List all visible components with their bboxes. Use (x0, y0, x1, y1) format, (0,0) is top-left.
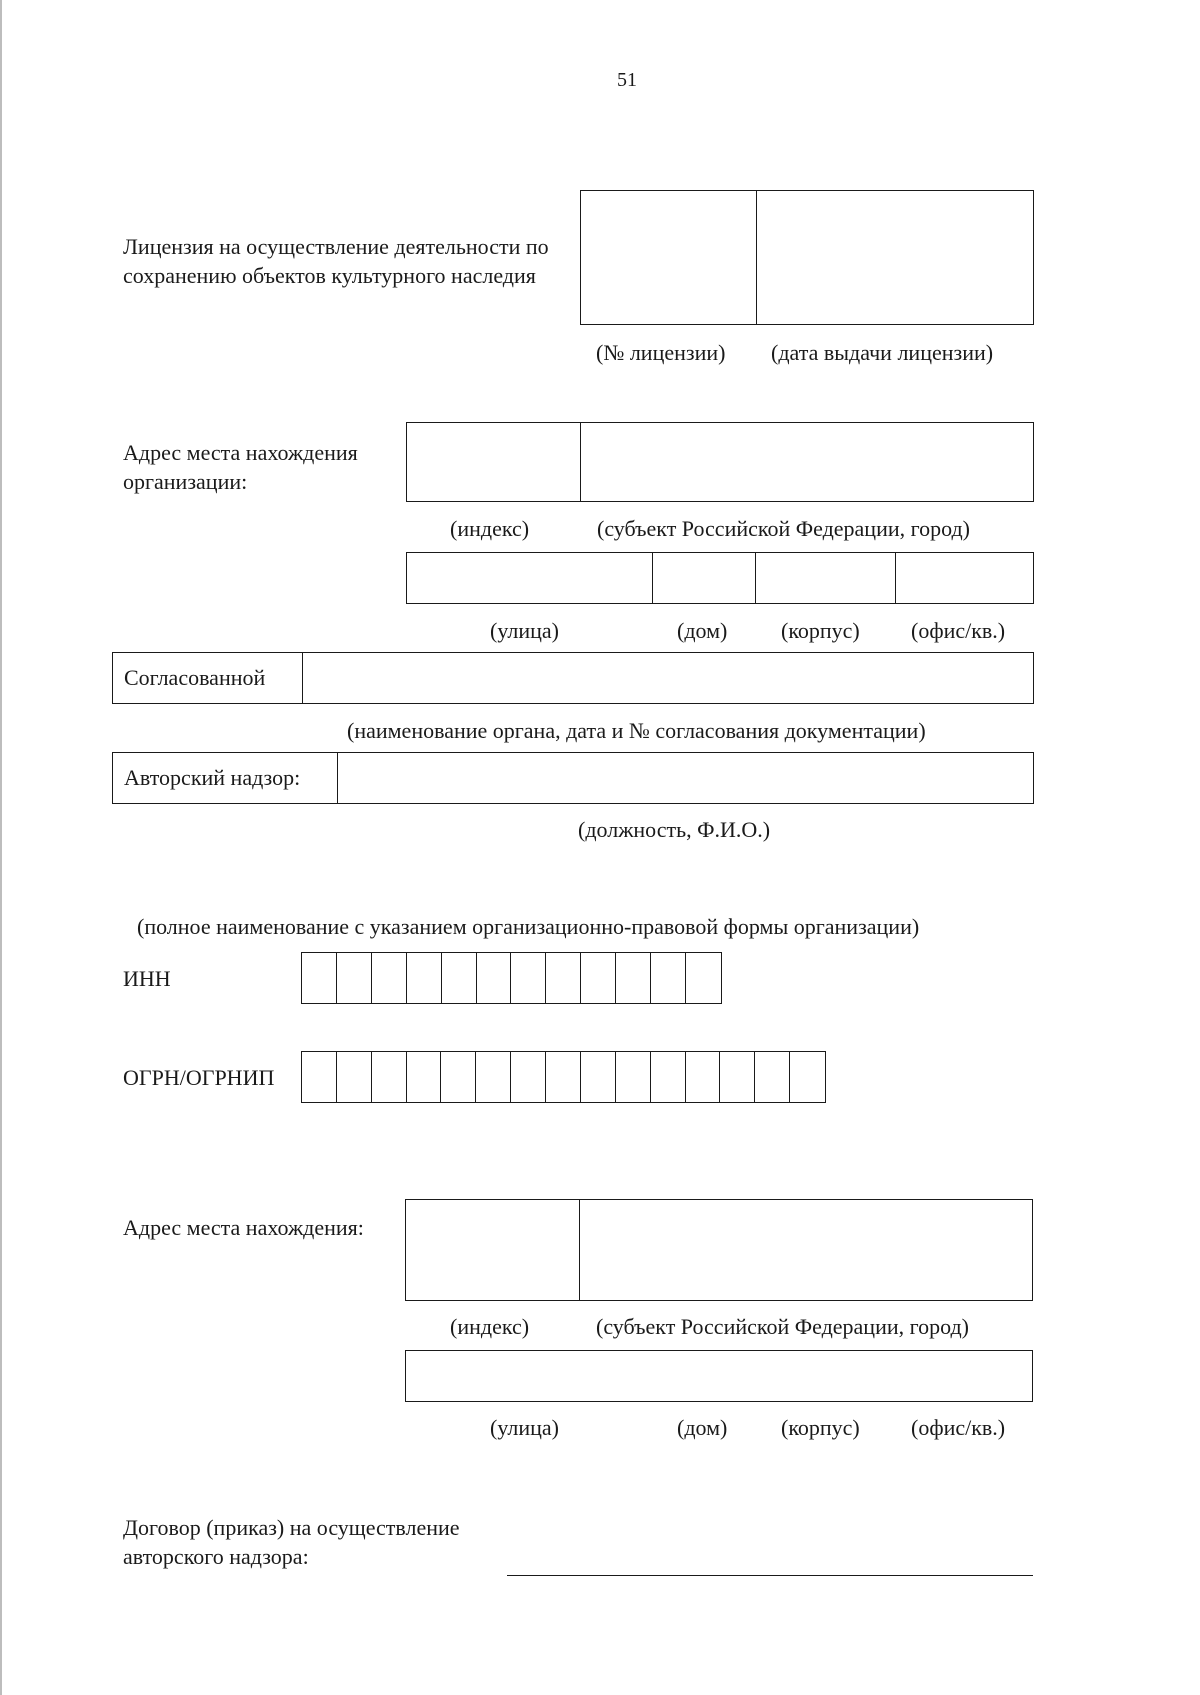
organization-caption: (полное наименование с указанием организационно-правовой формы организации) (137, 914, 920, 939)
location-building-caption: (корпус) (781, 1415, 860, 1440)
org-address-index-region-box[interactable] (406, 422, 1034, 502)
license-divider (756, 191, 757, 324)
inn-digit-cell[interactable] (407, 953, 442, 1003)
supervision-box[interactable] (112, 752, 1034, 804)
scan-edge (0, 0, 2, 1695)
supervision-label: Авторский надзор: (124, 765, 301, 790)
ogrn-digit-cell[interactable] (755, 1052, 790, 1102)
license-number-caption: (№ лицензии) (596, 340, 726, 365)
inn-digit-cell[interactable] (651, 953, 686, 1003)
contract-signature-line[interactable] (507, 1575, 1033, 1576)
ogrn-digit-cell[interactable] (441, 1052, 476, 1102)
org-address-building-caption: (корпус) (781, 618, 860, 643)
ogrn-label: ОГРН/ОГРНИП (123, 1065, 275, 1090)
inn-digit-cell[interactable] (337, 953, 372, 1003)
inn-digit-cell[interactable] (686, 953, 721, 1003)
ogrn-digit-cell[interactable] (616, 1052, 651, 1102)
ogrn-digit-cell[interactable] (686, 1052, 721, 1102)
location-label: Адрес места нахождения: (123, 1215, 364, 1240)
location-house-caption: (дом) (677, 1415, 728, 1440)
ogrn-digit-cell[interactable] (546, 1052, 581, 1102)
inn-digit-cell[interactable] (546, 953, 581, 1003)
location-street-caption: (улица) (490, 1415, 559, 1440)
page-number: 51 (617, 69, 637, 91)
location-index-caption: (индекс) (450, 1314, 530, 1339)
inn-label: ИНН (123, 966, 171, 991)
approved-divider (302, 653, 303, 703)
inn-digit-cell[interactable] (302, 953, 337, 1003)
ogrn-digit-cell[interactable] (511, 1052, 546, 1102)
approved-box[interactable] (112, 652, 1034, 704)
ogrn-digit-cell[interactable] (302, 1052, 337, 1102)
ogrn-digit-cell[interactable] (407, 1052, 442, 1102)
license-label: Лицензия на осуществление деятельности по сохранению объектов культурного наследия (123, 234, 549, 288)
ogrn-digit-cell[interactable] (651, 1052, 686, 1102)
ogrn-input-grid[interactable] (301, 1051, 826, 1103)
ogrn-digit-cell[interactable] (476, 1052, 511, 1102)
org-address-street-box[interactable] (406, 552, 1034, 604)
inn-digit-cell[interactable] (616, 953, 651, 1003)
location-street-box[interactable] (405, 1350, 1033, 1402)
inn-digit-cell[interactable] (372, 953, 407, 1003)
location-index-region-box[interactable] (405, 1199, 1033, 1301)
inn-digit-cell[interactable] (581, 953, 616, 1003)
org-address-region-caption: (субъект Российской Федерации, город) (597, 516, 970, 541)
approved-caption: (наименование органа, дата и № согласования документации) (347, 718, 926, 743)
org-address-office-caption: (офис/кв.) (911, 618, 1006, 643)
ogrn-digit-cell[interactable] (790, 1052, 825, 1102)
license-date-caption: (дата выдачи лицензии) (771, 340, 994, 365)
org-address-label: Адрес места нахождения организации: (123, 440, 358, 494)
ogrn-digit-cell[interactable] (337, 1052, 372, 1102)
ogrn-digit-cell[interactable] (720, 1052, 755, 1102)
location-office-caption: (офис/кв.) (911, 1415, 1006, 1440)
approved-label: Согласованной (124, 665, 266, 690)
inn-digit-cell[interactable] (477, 953, 512, 1003)
house-divider (755, 553, 756, 603)
building-divider (895, 553, 896, 603)
supervision-divider (337, 753, 338, 803)
location-region-caption: (субъект Российской Федерации, город) (596, 1314, 969, 1339)
org-address-street-caption: (улица) (490, 618, 559, 643)
supervision-caption: (должность, Ф.И.О.) (578, 817, 771, 842)
org-address-divider (580, 423, 581, 501)
ogrn-digit-cell[interactable] (372, 1052, 407, 1102)
inn-digit-cell[interactable] (442, 953, 477, 1003)
inn-input-grid[interactable] (301, 952, 722, 1004)
org-address-index-caption: (индекс) (450, 516, 530, 541)
inn-digit-cell[interactable] (512, 953, 547, 1003)
ogrn-digit-cell[interactable] (581, 1052, 616, 1102)
license-box[interactable] (580, 190, 1034, 325)
contract-label: Договор (приказ) на осуществление авторского надзора: (123, 1515, 460, 1569)
location-divider (579, 1200, 580, 1300)
street-divider (652, 553, 653, 603)
org-address-house-caption: (дом) (677, 618, 728, 643)
